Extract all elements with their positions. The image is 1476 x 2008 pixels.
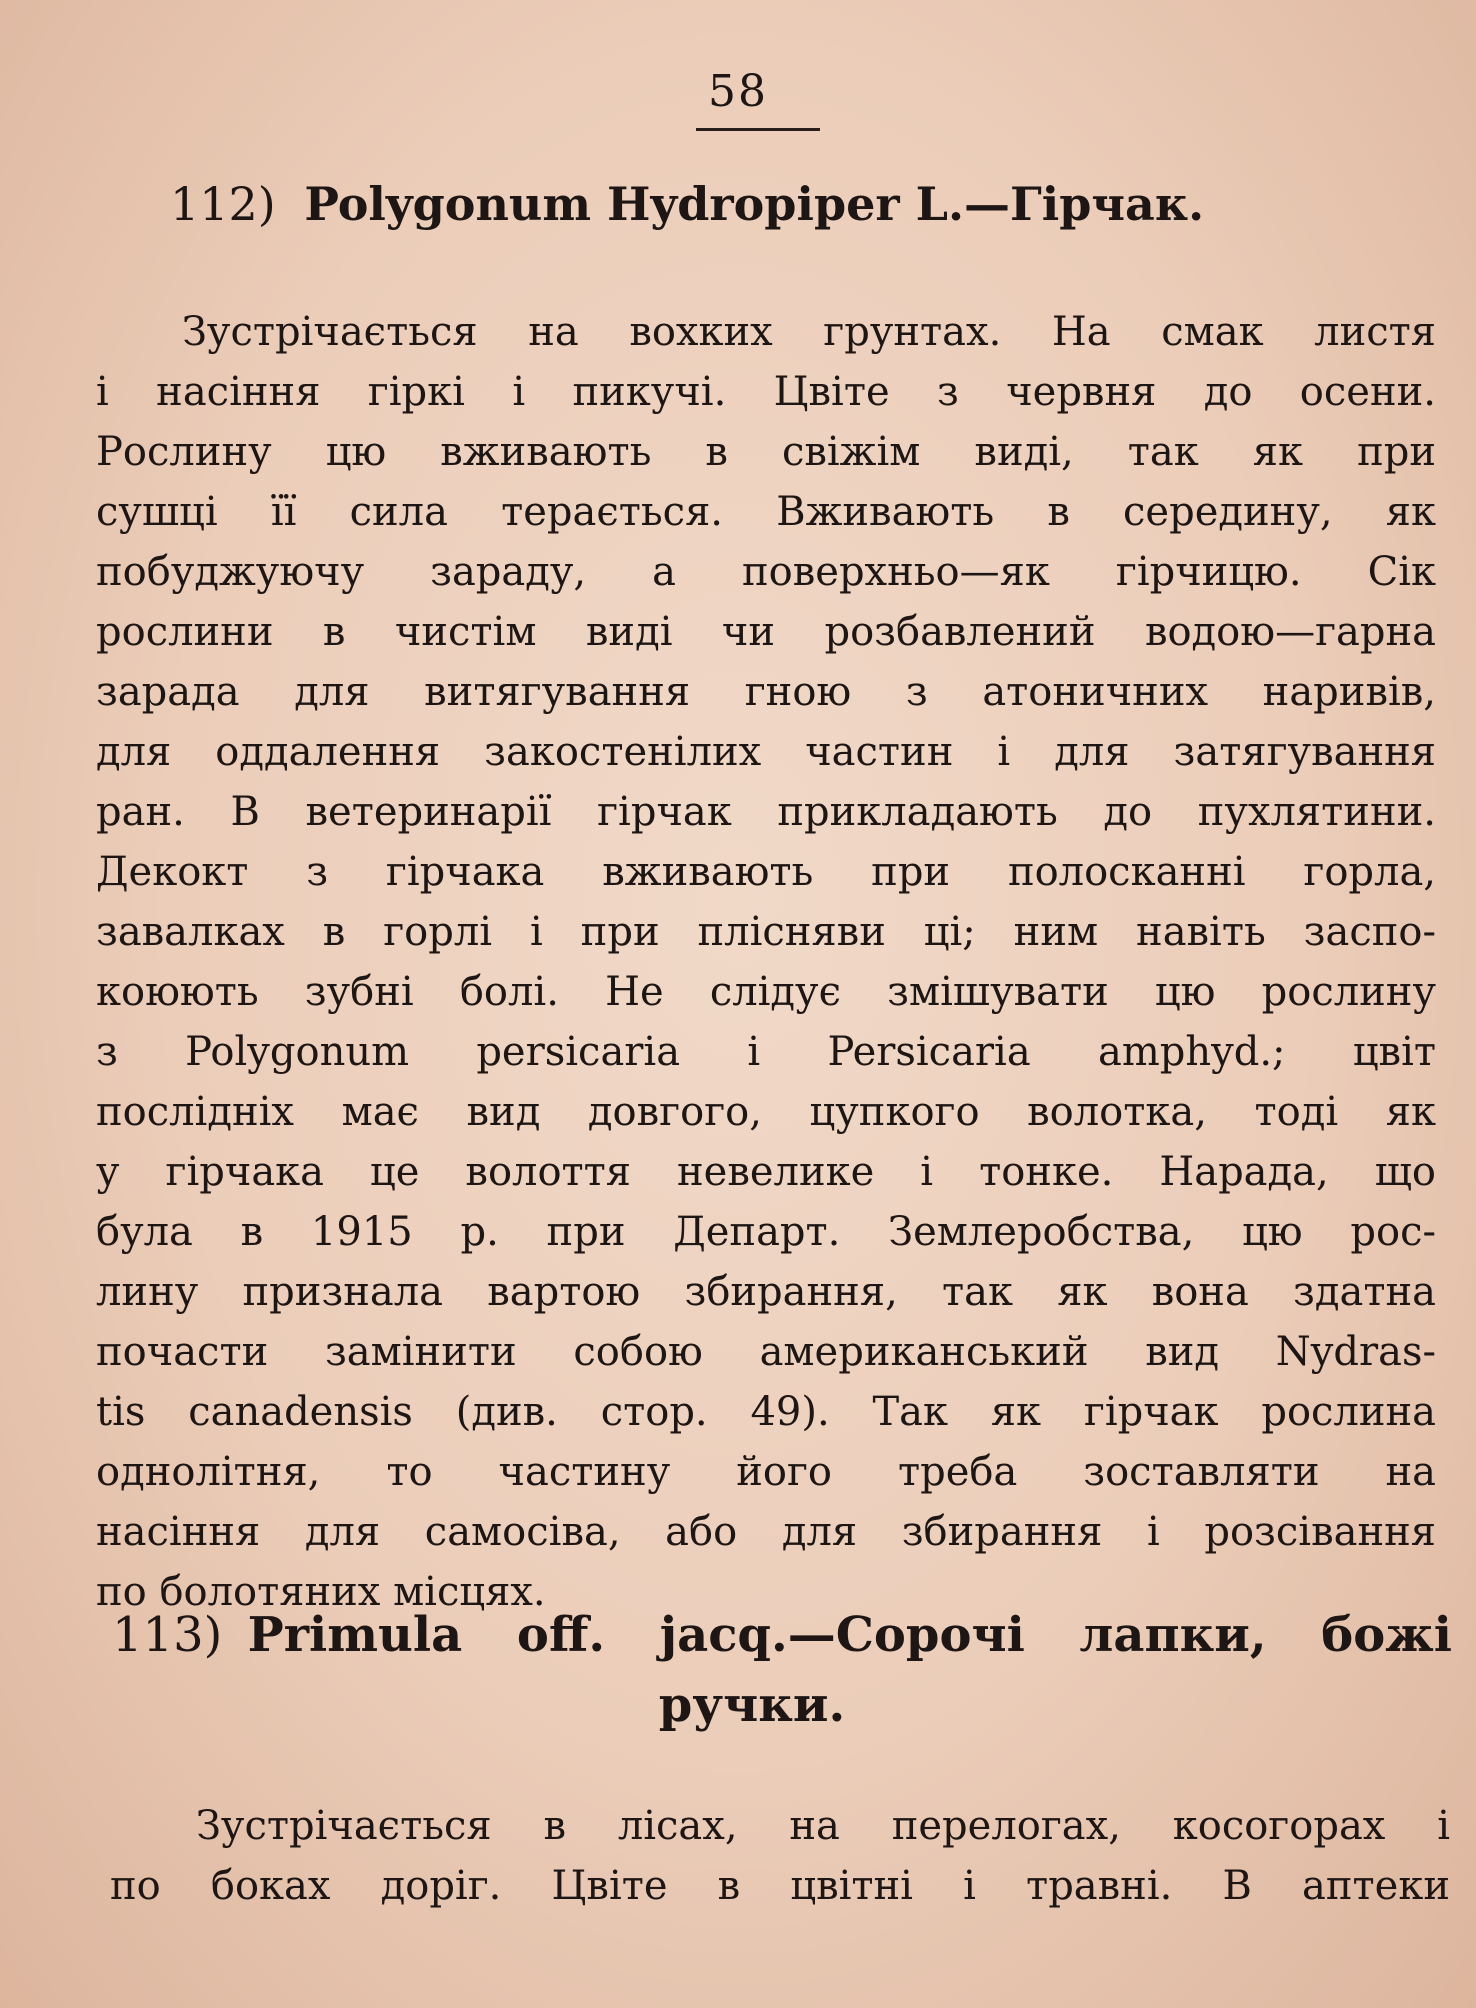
text-line: лину признала вартою збирання, так як вона здатна <box>96 1269 1436 1315</box>
entry-113-title-word: божі <box>1321 1607 1452 1663</box>
text-line: і насіння гіркі і пикучі. Цвіте з червня до осени. <box>96 369 1436 415</box>
text-line: для оддалення закостенілих частин і для затягування <box>96 729 1436 775</box>
entry-112-number: 112) <box>170 177 276 231</box>
text-line: Декокт з гірчака вживають при полосканні горла, <box>96 849 1436 895</box>
text-line: завалках в горлі і при плісняви ці; ним навіть заспо- <box>96 909 1436 955</box>
text-line: побуджуючу зараду, а поверхньо—як гірчицю. Сік <box>96 549 1436 595</box>
text-line: однолітня, то частину його треба зоставляти на <box>96 1449 1436 1495</box>
text-line: tis canadensis (див. стор. 49). Так як гірчак рослина <box>96 1389 1436 1435</box>
entry-112-paragraph <box>96 302 1436 1622</box>
text-line: ран. В ветеринарії гірчак прикладають до пухлятини. <box>96 789 1436 835</box>
entry-113-paragraph <box>110 1796 1450 1916</box>
entry-112-heading <box>170 176 1370 234</box>
text-line: коюють зубні болі. Не слідує змішувати цю рослину <box>96 969 1436 1015</box>
entry-113-heading <box>112 1600 1452 1740</box>
page-number: 58 <box>708 66 768 117</box>
text-line: по болотяних місцях. <box>96 1569 546 1615</box>
text-line: Зустрічається в лісах, на перелогах, косогорах і <box>196 1803 1450 1849</box>
text-line: зарада для витягування гною з атоничних наривів, <box>96 669 1436 715</box>
text-line: насіння для самосіва, або для збирання і розсівання <box>96 1509 1436 1555</box>
entry-113-title-word: Primula <box>247 1607 463 1663</box>
text-line: з Polygonum persicaria і Persicaria amphyd.; цвіт <box>96 1029 1436 1075</box>
page-number-rule <box>696 128 820 131</box>
text-line: була в 1915 р. при Департ. Землеробства, цю рос- <box>96 1209 1436 1255</box>
entry-113-title-line-2: ручки. <box>658 1677 846 1733</box>
entry-113-title-word: jacq.—Сорочі <box>659 1607 1025 1663</box>
text-line: Зустрічається на вохких грунтах. На смак листя <box>182 309 1436 355</box>
text-line: у гірчака це волоття невелике і тонке. Нарада, що <box>96 1149 1436 1195</box>
text-line: послідніх має вид довгого, цупкого волотка, тоді як <box>96 1089 1436 1135</box>
entry-113-heading-line-1 <box>112 1600 1452 1670</box>
text-line: рослини в чистім виді чи розбавлений водою—гарна <box>96 609 1436 655</box>
text-line: Рослину цю вживають в свіжім виді, так як при <box>96 429 1436 475</box>
entry-113-title-word: лапки, <box>1079 1607 1267 1663</box>
entry-112-title: Polygonum Hydropiper L.—Гірчак. <box>304 177 1205 231</box>
entry-113-title-word: off. <box>516 1607 606 1663</box>
text-line: по боках доріг. Цвіте в цвітні і травні. В аптеки <box>110 1863 1450 1909</box>
text-line: почасти замінити собою американський вид Nydras- <box>96 1329 1436 1375</box>
text-line: сушці її сила терається. Вживають в середину, як <box>96 489 1436 535</box>
entry-113-number: 113) <box>112 1607 223 1663</box>
